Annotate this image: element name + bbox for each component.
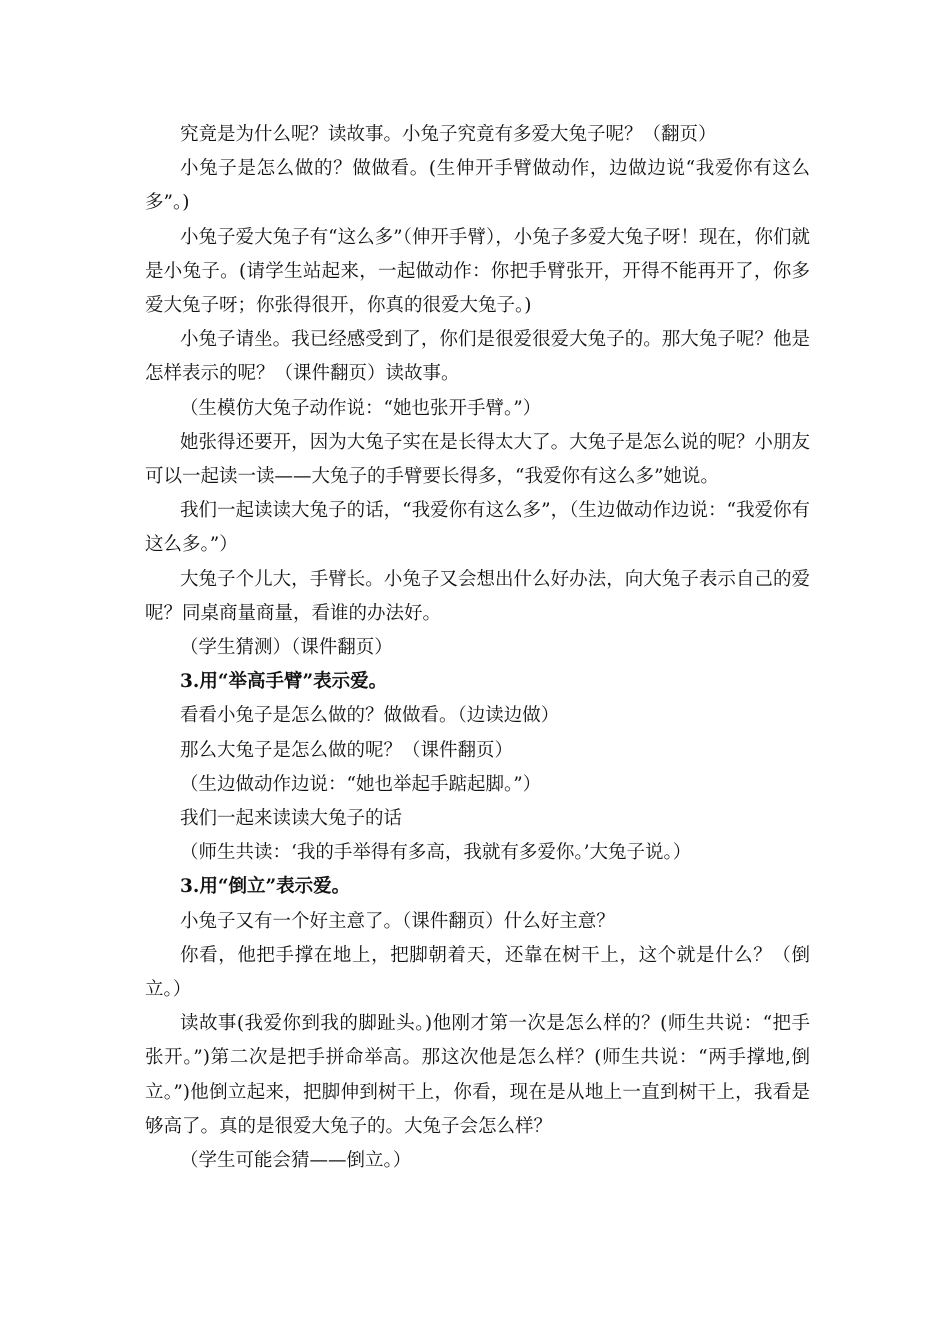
paragraph: 小兔子又有一个好主意了。（课件翻页）什么好主意？ (180, 910, 615, 932)
paragraph: 读故事(我爱你到我的脚趾头。)他刚才第一次是怎么样的？(师生共说：“把手张开。”)第二次是把手拼命举高。那这次他是怎么样？(师生共说：“两手撑地,倒立。”)他倒立起来，把脚伸到树干上，你看，现在是从地上一直到树干上，我看是够高了。真的是很爱大兔子的。大兔子会怎么样？ (145, 1013, 810, 1137)
paragraph: （生边做动作边说：“她也举起手踮起脚。”） (180, 773, 542, 795)
paragraph: （生模仿大兔子动作说：“她也张开手臂。”） (180, 397, 542, 419)
paragraph: 小兔子爱大兔子有“这么多”（伸开手臂），小兔子多爱大兔子呀！现在，你们就是小兔子。(请学生站起来，一起做动作：你把手臂张开，开得不能再开了，你多爱大兔子呀；你张得很开，你真的很爱大兔子。) (145, 226, 810, 317)
paragraph: 我们一起来读读大兔子的话 (180, 808, 403, 830)
paragraph: 看看小兔子是怎么做的？做做看。（边读边做） (180, 705, 560, 727)
paragraph: 大兔子个儿大，手臂长。小兔子又会想出什么好办法，向大兔子表示自己的爱呢？同桌商量商量，看谁的办法好。 (145, 568, 810, 624)
paragraph: 你看，他把手撑在地上，把脚朝着天，还靠在树干上，这个就是什么？（倒立。） (145, 944, 810, 1001)
paragraph: 她张得还要开，因为大兔子实在是长得太大了。大兔子是怎么说的呢？小朋友可以一起读一读——大兔子的手臂要长得多，“我爱你有这么多”她说。 (145, 431, 810, 488)
paragraph: （师生共读：‘我的手举得有多高，我就有多爱你。’大兔子说。） (180, 842, 692, 864)
section-heading: 3.用“倒立”表示爱。 (180, 876, 351, 898)
paragraph: 究竟是为什么呢？读故事。小兔子究竟有多爱大兔子呢？（翻页） (180, 124, 717, 145)
paragraph: 小兔子请坐。我已经感受到了，你们是很爱很爱大兔子的。那大兔子呢？他是怎样表示的呢？（课件翻页）读故事。 (145, 329, 810, 385)
paragraph: 那么大兔子是怎么做的呢？（课件翻页） (180, 739, 514, 761)
paragraph: 小兔子是怎么做的？做做看。(生伸开手臂做动作，边做边说“我爱你有这么多”。) (145, 158, 810, 214)
section-heading: 3.用“举高手臂”表示爱。 (180, 671, 388, 693)
document-body (145, 118, 810, 1178)
paragraph: 我们一起读读大兔子的话，“我爱你有这么多”，（生边做动作边说：“我爱你有这么多。”） (145, 500, 810, 556)
paragraph: （学生可能会猜——倒立。） (180, 1150, 412, 1172)
paragraph: （学生猜测）（课件翻页） (180, 637, 393, 659)
